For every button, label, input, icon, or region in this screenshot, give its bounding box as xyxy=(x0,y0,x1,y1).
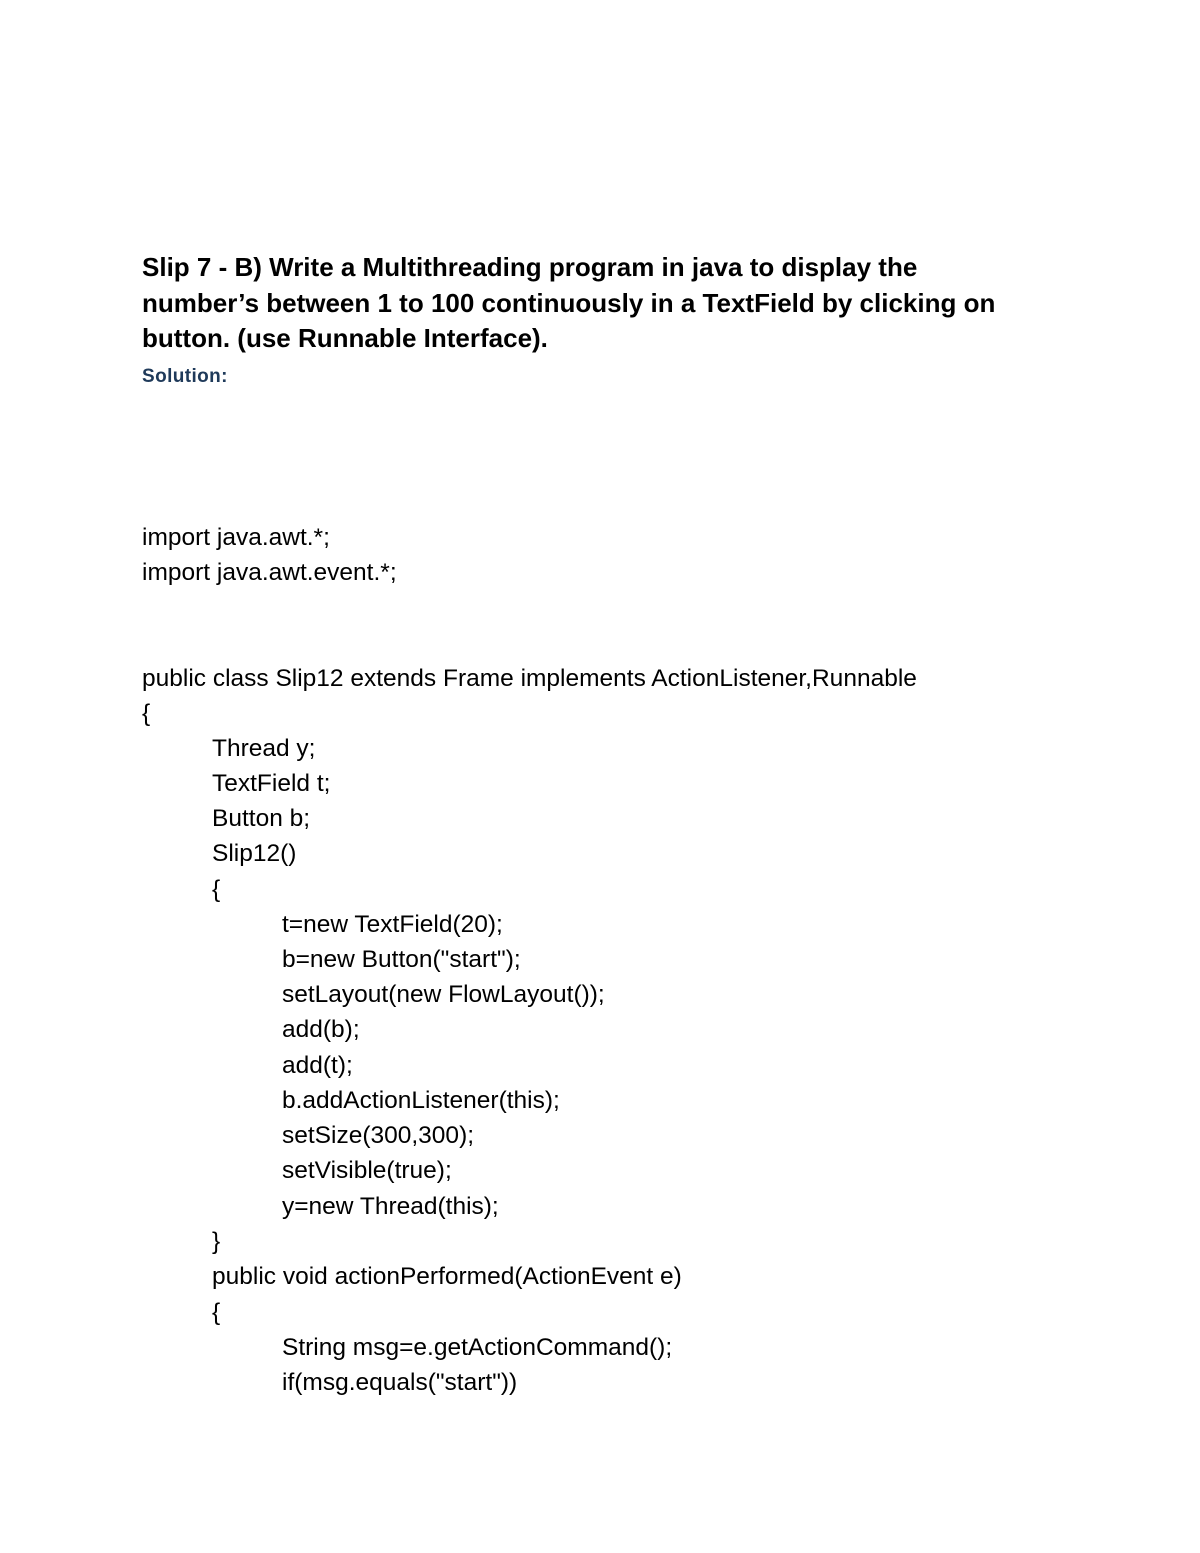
code-line: setSize(300,300); xyxy=(282,1122,475,1149)
code-line: } xyxy=(212,1228,221,1255)
code-line: if(msg.equals("start")) xyxy=(282,1369,518,1396)
question-line: button. (use Runnable Interface). xyxy=(142,323,548,353)
question-line: Slip 7 - B) Write a Multithreading program in java to display the xyxy=(142,252,918,282)
code-line: String msg=e.getActionCommand(); xyxy=(282,1334,673,1361)
code-line: Thread y; xyxy=(212,735,316,762)
code-line: { xyxy=(212,876,221,903)
code-line: public void actionPerformed(ActionEvent e) xyxy=(212,1263,682,1290)
question-heading xyxy=(142,250,1072,357)
code-line: setVisible(true); xyxy=(282,1157,452,1184)
code-line: { xyxy=(142,700,151,727)
code-line: Button b; xyxy=(212,805,311,832)
code-line: add(b); xyxy=(282,1016,360,1043)
code-line: setLayout(new FlowLayout()); xyxy=(282,981,605,1008)
solution-label: Solution: xyxy=(142,366,228,387)
code-line: Slip12() xyxy=(212,840,297,867)
code-line: { xyxy=(212,1299,221,1326)
code-line: t=new TextField(20); xyxy=(282,911,503,938)
code-line: b=new Button("start"); xyxy=(282,946,521,973)
code-line: import java.awt.event.*; xyxy=(142,559,397,586)
code-line: y=new Thread(this); xyxy=(282,1193,499,1220)
code-line: add(t); xyxy=(282,1052,353,1079)
code-line: public class Slip12 extends Frame implements ActionListener,Runnable xyxy=(142,665,917,692)
code-line: b.addActionListener(this); xyxy=(282,1087,560,1114)
code-line: import java.awt.*; xyxy=(142,524,330,551)
code-line: TextField t; xyxy=(212,770,331,797)
question-line: number’s between 1 to 100 continuously in a TextField by clicking on xyxy=(142,287,996,318)
